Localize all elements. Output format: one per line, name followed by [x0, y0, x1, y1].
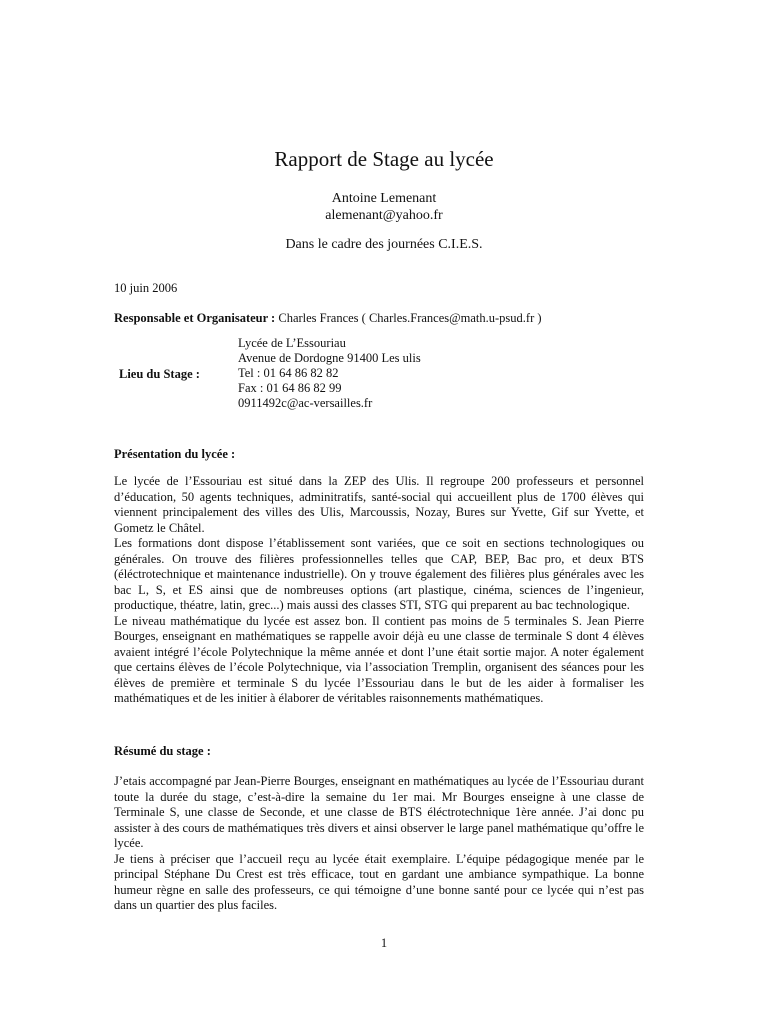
organizer-line [114, 310, 674, 326]
lieu-line: Lycée de L’Essouriau [238, 336, 346, 350]
lieu-label: Lieu du Stage : [119, 367, 200, 381]
resume-heading: Résumé du stage : [114, 744, 211, 758]
paragraph: Je tiens à préciser que l’accueil reçu au lycée était exemplaire. L’équipe pédagogique menée par le principal Stéphane Du Crest est très efficace, tout en gardant une ambiance sympathique. La bonne humeur règne en salle des professeurs, ce qui témoigne d’une bonne santé pour ce lycée qui n’est pas dans un quartier des plus faciles. [114, 851, 644, 912]
paragraph: Les formations dont dispose l’établissement sont variées, que ce soit en sections technologiques ou générales. On trouve des filières professionnelles telles que CAP, BEP, Bac pro, et deux BTS (éléctrotechnique et maintenance industrielle). On y trouve également des filières plus générales avec les bac L, S, et ES ainsi que de nombreuses options (art plastique, cinéma, sciences de l’ingenieur, productique, théatre, latin, grec...) mais aussi des classes STI, STG qui preparent au bac technologique. [114, 536, 644, 612]
author-email: alemenant@yahoo.fr [325, 208, 443, 223]
paragraph: Le niveau mathématique du lycée est assez bon. Il contient pas moins de 5 terminales S. Jean Pierre Bourges, enseignant en mathématiques se rappelle avoir déjà eu une classe de terminale S dont 4 élèves avaient intégré l’école Polytechnique la même année et dont l’une était sortie major. A noter également que certains élèves de l’école Polytechnique, via l’association Tremplin, organisent des séances pour les élèves de première et terminale S du lycée l’Essouriau dans le but de les aider à formaliser les mathématiques et de les initier à élaborer de véritables raisonnements mathématiques. [114, 613, 644, 705]
paragraph: J’etais accompagné par Jean-Pierre Bourges, enseignant en mathématiques au lycée de l’Essouriau durant toute la durée du stage, c’est-à-dire la semaine du 1er mai. Mr Bourges enseigne à une classe de Terminale S, une classe de Seconde, et une classe de BTS éléctrotechnique 1ère année. J’ai donc pu assister à des cours de mathématiques très divers et ainsi observer le large panel mathématique qu’offre le lycée. [114, 774, 644, 850]
lieu-line: 0911492c@ac-versailles.fr [238, 396, 373, 410]
document-date: 10 juin 2006 [114, 281, 178, 295]
document-title: Rapport de Stage au lycée [274, 147, 494, 171]
lieu-address-block [238, 336, 421, 411]
paragraph: Le lycée de l’Essouriau est situé dans la ZEP des Ulis. Il regroupe 200 professeurs et personnel d’éducation, 50 agents techniques, adminitratifs, santé-social qui accueillent plus de 1700 élèves qui viennent principalement des villes des Ulis, Marcoussis, Nozay, Bures sur Yvette, Gif sur Yvette, et Gometz le Châtel. [114, 474, 644, 535]
lieu-line: Tel : 01 64 86 82 82 [238, 366, 339, 380]
author-name: Antoine Lemenant [331, 191, 437, 206]
presentation-body [114, 474, 644, 707]
page-number: 1 [380, 936, 388, 950]
context-line: Dans le cadre des journées C.I.E.S. [285, 237, 483, 252]
resume-body [114, 774, 644, 914]
organizer-value: Charles Frances ( Charles.Frances@math.u-psud.fr ) [278, 311, 542, 325]
lieu-line: Fax : 01 64 86 82 99 [238, 381, 342, 395]
lieu-line: Avenue de Dordogne 91400 Les ulis [238, 351, 421, 365]
organizer-label: Responsable et Organisateur : [114, 311, 276, 325]
presentation-heading: Présentation du lycée : [114, 447, 236, 461]
